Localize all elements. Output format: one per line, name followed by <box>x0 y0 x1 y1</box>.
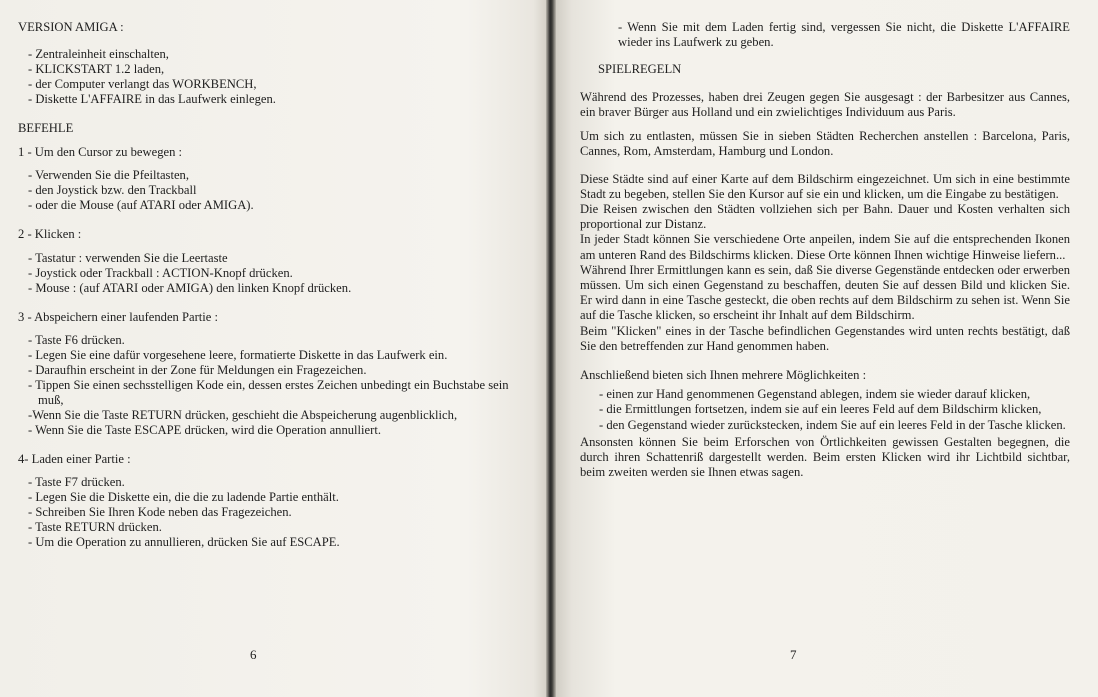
list-item: - der Computer verlangt das WORKBENCH, <box>28 77 257 92</box>
paragraph: Diese Städte sind auf einer Karte auf dem Bildschirm eingezeichnet. Um sich in eine bestimmte Stadt zu begeben, stellen Sie den Kursor auf sie ein und klicken, um die Eingabe zu bestätigen. <box>580 171 1070 201</box>
list-item: - den Joystick bzw. den Trackball <box>28 183 197 198</box>
paragraph: Die Reisen zwischen den Städten vollziehen sich per Bahn. Dauer und Kosten verhalten sich proportional zur Distanz. <box>580 202 1070 232</box>
list-item: - Legen Sie eine dafür vorgesehene leere, formatierte Diskette in das Laufwerk ein. <box>28 348 448 363</box>
version-heading: VERSION AMIGA : <box>18 20 124 34</box>
version-list <box>28 47 528 107</box>
page-number-left: 6 <box>250 647 257 662</box>
list-item: - die Ermittlungen fortsetzen, indem sie auf ein leeres Feld auf dem Bildschirm klicken, <box>599 402 1042 417</box>
list-item: - Diskette L'AFFAIRE in das Laufwerk einlegen. <box>28 92 276 107</box>
section-title-load: 4- Laden einer Partie : <box>18 452 131 467</box>
paragraph: Beim "Klicken" eines in der Tasche befindlichen Gegenstandes wird unten rechts bestätigt, daß Sie den betreffenden zur Hand genommen haben. <box>580 323 1070 353</box>
list-item: - Joystick oder Trackball : ACTION-Knopf drücken. <box>28 265 293 280</box>
cursor-list <box>28 168 528 213</box>
list-item: - den Gegenstand wieder zurückstecken, indem Sie auf ein leeres Feld in der Tasche klicken. <box>599 417 1066 432</box>
rules-heading: SPIELREGELN <box>598 62 682 77</box>
paragraph: Während des Prozesses, haben drei Zeugen gegen Sie ausgesagt : der Barbesitzer aus Cannes, ein braver Bürger aus Holland und ein zwielichtiges Individuum aus Paris. <box>580 89 1070 120</box>
list-item: - Tastatur : verwenden Sie die Leertaste <box>28 250 228 265</box>
list-item: - Daraufhin erscheint in der Zone für Meldungen ein Fragezeichen. <box>28 363 367 378</box>
closing-paragraph: Ansonsten können Sie beim Erforschen von Örtlichkeiten gewissen Gestalten begegnen, die durch ihren Schattenriß dargestellt werden. Beim ersten Klicken wird ihr Lichtbild sichtbar, beim zweiten werden sie Ihnen etwas sagen. <box>580 434 1070 480</box>
book-gutter <box>546 0 556 697</box>
list-item: - Taste F6 drücken. <box>28 333 125 348</box>
section-title-save: 3 - Abspeichern einer laufenden Partie : <box>18 309 219 324</box>
list-item: - Schreiben Sie Ihren Kode neben das Fragezeichen. <box>28 505 292 520</box>
right-page <box>550 0 1098 697</box>
save-list <box>28 333 528 438</box>
commands-heading: BEFEHLE <box>18 121 74 136</box>
section-title-cursor: 1 - Um den Cursor zu bewegen : <box>18 144 183 159</box>
list-item: - Verwenden Sie die Pfeiltasten, <box>28 168 189 183</box>
paragraph: Während Ihrer Ermittlungen kann es sein, daß Sie diverse Gegenstände entdecken oder erwerben müssen. Um sich einen Gegenstand zu beschaffen, deuten Sie auf dessen Bild und klicken Sie. Er wird dann in eine Tasche gesteckt, die oben rechts auf dem Bildschirm zu sehen ist. Wenn Sie auf die Tasche klicken, so erscheint ihr Inhalt auf dem Bildschirm. <box>580 262 1070 323</box>
list-item: - Tippen Sie einen sechsstelligen Kode ein, dessen erstes Zeichen unbedingt ein Buchstabe sein muß, <box>28 378 509 408</box>
list-item: - Taste RETURN drücken. <box>28 520 162 535</box>
paragraph: Um sich zu entlasten, müssen Sie in sieben Städten Recherchen anstellen : Barcelona, Paris, Cannes, Rom, Amsterdam, Hamburg und London. <box>580 129 1070 159</box>
section-title-click: 2 - Klicken : <box>18 227 82 242</box>
list-item: - Legen Sie die Diskette ein, die die zu ladende Partie enthält. <box>28 490 339 505</box>
page-number-right: 7 <box>790 647 797 662</box>
list-item: - Um die Operation zu annullieren, drücken Sie auf ESCAPE. <box>28 535 340 550</box>
list-item: - KLICKSTART 1.2 laden, <box>28 62 165 77</box>
options-intro: Anschließend bieten sich Ihnen mehrere Möglichkeiten : <box>580 368 867 383</box>
paragraph: In jeder Stadt können Sie verschiedene Orte anpeilen, indem Sie auf die entsprechenden Ikonen am unteren Rand des Bildschirms klicken. Diese Orte können Ihnen wichtige Hinweise liefern... <box>580 232 1070 262</box>
list-item: -Wenn Sie die Taste RETURN drücken, geschieht die Abspeicherung augenblicklich, <box>28 408 458 423</box>
list-item: - einen zur Hand genommenen Gegenstand ablegen, indem sie wieder darauf klicken, <box>599 387 1031 402</box>
click-list <box>28 251 528 296</box>
list-item: - Mouse : (auf ATARI oder AMIGA) den linken Knopf drücken. <box>28 280 352 295</box>
load-list <box>28 475 528 550</box>
list-item: - Zentraleinheit einschalten, <box>28 47 169 62</box>
list-item: - oder die Mouse (auf ATARI oder AMIGA). <box>28 198 254 213</box>
options-list <box>590 387 1070 433</box>
list-item: - Taste F7 drücken. <box>28 475 125 490</box>
intro-paragraph: - Wenn Sie mit dem Laden fertig sind, vergessen Sie nicht, die Diskette L'AFFAIRE wieder ins Laufwerk zu geben. <box>618 20 1070 50</box>
list-item: - Wenn Sie die Taste ESCAPE drücken, wird die Operation annulliert. <box>28 423 381 438</box>
